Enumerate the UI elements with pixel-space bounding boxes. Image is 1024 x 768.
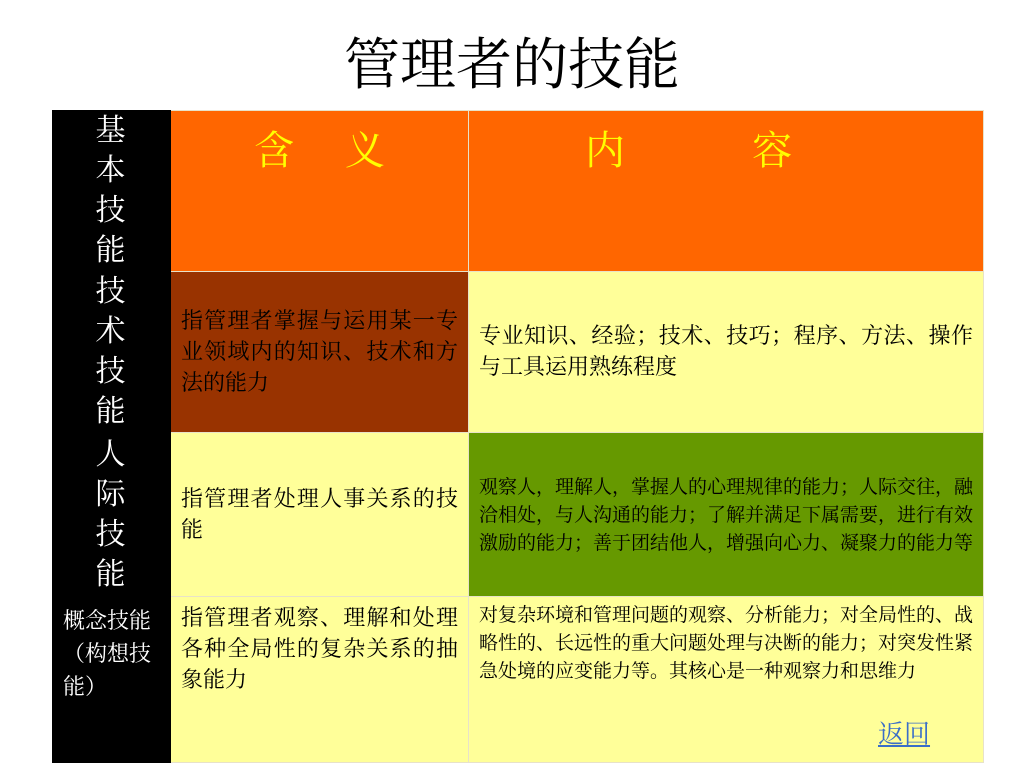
- header-meaning: 含 义: [171, 111, 469, 272]
- row-skill-technical: 技 术 技 能: [53, 272, 171, 433]
- slide-title: 管理者的技能: [344, 33, 680, 98]
- table-header-row: [53, 111, 984, 272]
- row-content-conceptual: 对复杂环境和管理问题的观察、分析能力；对全局性的、战略性的、长远性的重大问题处理与决断的能力；对突发性紧急处境的应变能力等。其核心是一种观察力和思维力: [469, 597, 984, 763]
- row-meaning-technical: 指管理者掌握与运用某一专业领域内的知识、技术和方法的能力: [171, 272, 469, 433]
- header-content: 内 容: [469, 111, 984, 272]
- header-basic-skill: 基 本 技 能: [53, 111, 171, 272]
- skills-table: [52, 110, 984, 763]
- row-skill-interpersonal: 人 际 技 能: [53, 433, 171, 597]
- table-row-interpersonal: [53, 433, 984, 597]
- row-meaning-conceptual: 指管理者观察、理解和处理各种全局性的复杂关系的抽象能力: [171, 597, 469, 763]
- table-row-conceptual: [53, 597, 984, 763]
- return-link[interactable]: 返回: [878, 720, 931, 750]
- row-content-interpersonal: 观察人，理解人，掌握人的心理规律的能力；人际交往，融洽相处，与人沟通的能力；了解并满足下属需要，进行有效激励的能力；善于团结他人，增强向心力、凝聚力的能力等: [469, 433, 984, 597]
- row-skill-conceptual: 概念技能（构想技能）: [53, 597, 171, 763]
- row-meaning-interpersonal: 指管理者处理人事关系的技能: [171, 433, 469, 597]
- table-row-technical: [53, 272, 984, 433]
- row-content-technical: 专业知识、经验；技术、技巧；程序、方法、操作与工具运用熟练程度: [469, 272, 984, 433]
